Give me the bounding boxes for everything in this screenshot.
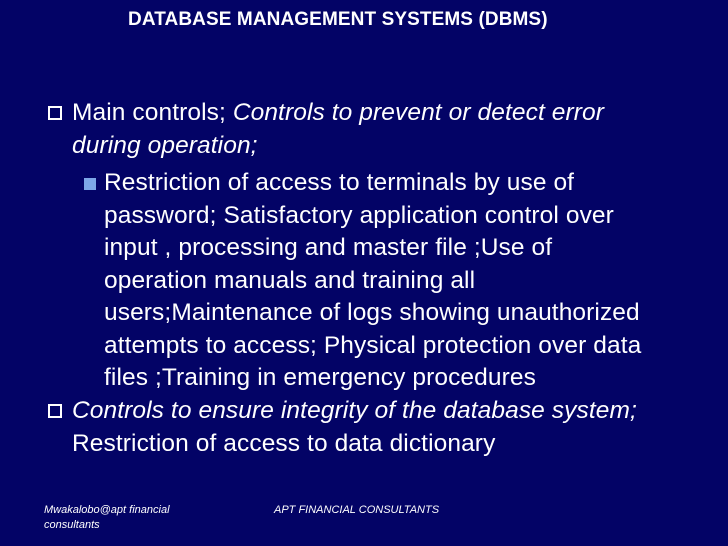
sub-bullet-line: attempts to access; Physical protection over data [104, 331, 642, 359]
slide-title: DATABASE MANAGEMENT SYSTEMS (DBMS) [128, 9, 548, 30]
bullet-text: Main controls; [72, 99, 233, 126]
bullet-line: during operation; [72, 131, 258, 159]
sub-bullet-line: operation manuals and training all [104, 266, 476, 294]
sub-bullet-line: Restriction of access to terminals by use of [104, 169, 575, 196]
sub-bullet-line: password; Satisfactory application control over [104, 201, 614, 229]
solid-square-bullet-icon [84, 178, 96, 190]
sub-bullet-line: users;Maintenance of logs showing unauthorized [104, 299, 640, 326]
hollow-square-bullet-icon [48, 106, 62, 120]
bullet-line: Controls to ensure integrity of the database system; [72, 397, 637, 424]
footer-company: APT FINANCIAL CONSULTANTS [274, 504, 440, 516]
sub-bullet-line: files ;Training in emergency procedures [104, 364, 536, 391]
hollow-square-bullet-icon [48, 404, 62, 418]
sub-bullet-restrictions [84, 167, 724, 395]
bullet-main-controls [48, 97, 720, 162]
footer-author-line: consultants [44, 519, 100, 531]
bullet-text-italic: Controls to prevent or detect error [232, 99, 604, 126]
footer-author [44, 503, 214, 533]
bullet-line: Restriction of access to data dictionary [72, 429, 496, 457]
bullet-line [48, 97, 720, 130]
bullet-integrity-controls [48, 395, 728, 460]
sub-bullet-line: input , processing and master file ;Use of [104, 234, 553, 261]
footer-author-line: Mwakalobo@apt financial [44, 504, 170, 516]
